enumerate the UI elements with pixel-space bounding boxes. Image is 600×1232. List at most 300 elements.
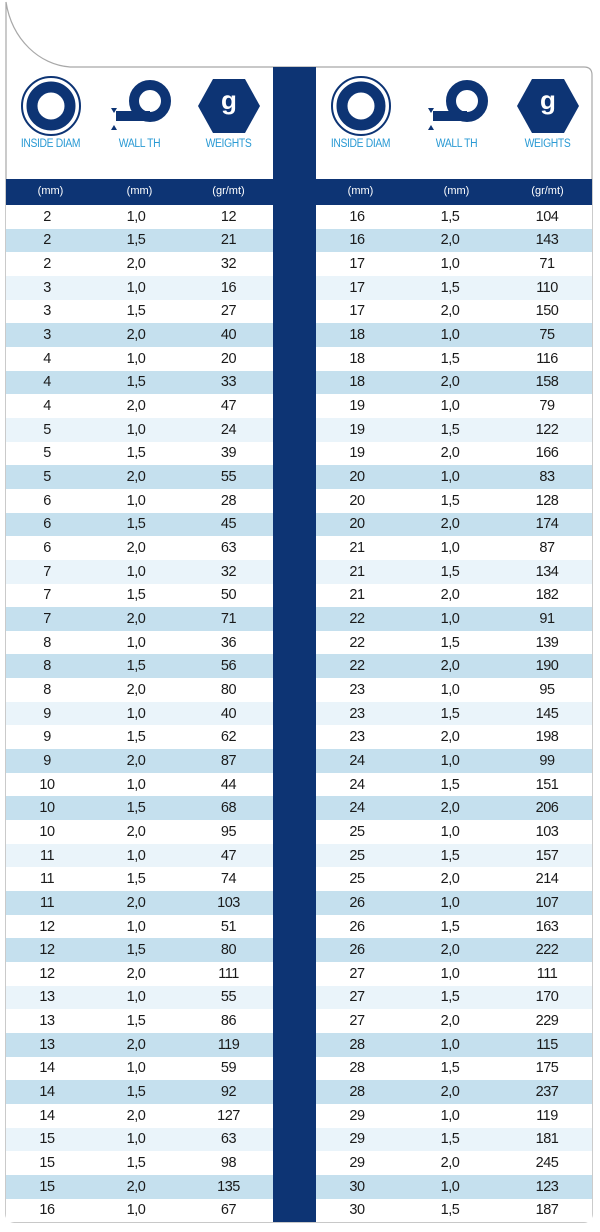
wall-thickness-icon (100, 75, 180, 137)
cell-wall-th: 1,5 (398, 347, 502, 371)
unit-wall-th: (mm) (443, 185, 470, 197)
cell-inside-diam: 16 (316, 205, 398, 229)
cell-inside-diam: 5 (6, 418, 88, 442)
cell-inside-diam: 29 (316, 1104, 398, 1128)
cell-inside-diam: 28 (316, 1080, 398, 1104)
cell-inside-diam: 11 (6, 844, 88, 868)
cell-weight: 20 (184, 347, 273, 371)
table-row (316, 560, 592, 584)
cell-weight: 111 (184, 962, 273, 986)
cell-weight: 190 (502, 654, 592, 678)
cell-weight: 36 (184, 631, 273, 655)
table-row (316, 1128, 592, 1152)
table-row (6, 1128, 273, 1152)
cell-inside-diam: 24 (316, 796, 398, 820)
cell-inside-diam: 25 (316, 867, 398, 891)
cell-wall-th: 2,0 (88, 749, 184, 773)
cell-inside-diam: 7 (6, 584, 88, 608)
cell-wall-th: 2,0 (88, 820, 184, 844)
cell-weight: 71 (502, 252, 592, 276)
cell-wall-th: 2,0 (88, 1175, 184, 1199)
cell-wall-th: 1,0 (88, 418, 184, 442)
cell-wall-th: 1,0 (398, 536, 502, 560)
table-row (316, 1080, 592, 1104)
table-row (316, 773, 592, 797)
cell-weight: 122 (502, 418, 592, 442)
table-row (316, 915, 592, 939)
cell-inside-diam: 29 (316, 1128, 398, 1152)
table-row (6, 867, 273, 891)
cell-inside-diam: 14 (6, 1057, 88, 1081)
table-row (6, 1057, 273, 1081)
cell-weight: 59 (184, 1057, 273, 1081)
cell-wall-th: 1,0 (88, 489, 184, 513)
cell-inside-diam: 10 (6, 820, 88, 844)
cell-wall-th: 1,5 (398, 702, 502, 726)
table-row (6, 891, 273, 915)
table-row (316, 796, 592, 820)
cell-inside-diam: 2 (6, 229, 88, 253)
table-row (6, 1080, 273, 1104)
cell-weight: 95 (184, 820, 273, 844)
cell-wall-th: 1,5 (88, 654, 184, 678)
table-row (6, 252, 273, 276)
wall-thickness-icon (417, 75, 497, 137)
cell-weight: 245 (502, 1151, 592, 1175)
table-row (6, 1199, 273, 1223)
cell-weight: 107 (502, 891, 592, 915)
table-row (6, 347, 273, 371)
cell-weight: 32 (184, 560, 273, 584)
cell-weight: 104 (502, 205, 592, 229)
cell-inside-diam: 7 (6, 607, 88, 631)
cell-weight: 222 (502, 938, 592, 962)
cell-inside-diam: 4 (6, 394, 88, 418)
cell-weight: 50 (184, 584, 273, 608)
cell-weight: 99 (502, 749, 592, 773)
cell-weight: 98 (184, 1151, 273, 1175)
table-row (6, 1151, 273, 1175)
cell-weight: 151 (502, 773, 592, 797)
cell-wall-th: 2,0 (398, 1009, 502, 1033)
cell-inside-diam: 6 (6, 513, 88, 537)
weights-header (503, 71, 592, 179)
cell-inside-diam: 30 (316, 1175, 398, 1199)
cell-wall-th: 1,5 (398, 1057, 502, 1081)
cell-weight: 181 (502, 1128, 592, 1152)
cell-wall-th: 1,0 (398, 678, 502, 702)
cell-wall-th: 2,0 (398, 584, 502, 608)
cell-inside-diam: 4 (6, 371, 88, 395)
weight-glyph: g (220, 85, 237, 115)
cell-weight: 86 (184, 1009, 273, 1033)
cell-wall-th: 2,0 (88, 891, 184, 915)
cell-weight: 237 (502, 1080, 592, 1104)
cell-weight: 135 (184, 1175, 273, 1199)
table-row (6, 938, 273, 962)
table-row (316, 962, 592, 986)
table-row (6, 465, 273, 489)
table-row (6, 915, 273, 939)
cell-wall-th: 1,0 (398, 962, 502, 986)
table-row (316, 1033, 592, 1057)
table-row (316, 1151, 592, 1175)
cell-wall-th: 1,0 (398, 749, 502, 773)
cell-wall-th: 1,0 (398, 607, 502, 631)
cell-wall-th: 2,0 (398, 725, 502, 749)
weight-hexagon-icon (515, 75, 581, 137)
cell-inside-diam: 3 (6, 276, 88, 300)
cell-wall-th: 1,0 (398, 1033, 502, 1057)
cell-wall-th: 1,0 (88, 1199, 184, 1223)
cell-wall-th: 2,0 (398, 867, 502, 891)
cell-weight: 91 (502, 607, 592, 631)
table-row (316, 702, 592, 726)
cell-weight: 80 (184, 938, 273, 962)
cell-wall-th: 1,0 (398, 394, 502, 418)
cell-weight: 68 (184, 796, 273, 820)
cell-wall-th: 1,0 (88, 1128, 184, 1152)
cell-inside-diam: 16 (316, 229, 398, 253)
cell-wall-th: 1,5 (88, 725, 184, 749)
cell-wall-th: 1,5 (398, 631, 502, 655)
wall-th-header (412, 71, 501, 179)
table-row (6, 394, 273, 418)
cell-inside-diam: 20 (316, 465, 398, 489)
table-row (316, 536, 592, 560)
cell-wall-th: 1,0 (88, 915, 184, 939)
table-row (6, 300, 273, 324)
cell-inside-diam: 10 (6, 796, 88, 820)
cell-weight: 158 (502, 371, 592, 395)
cell-wall-th: 2,0 (398, 1151, 502, 1175)
table-row (6, 1104, 273, 1128)
cell-inside-diam: 15 (6, 1175, 88, 1199)
cell-inside-diam: 29 (316, 1151, 398, 1175)
cell-wall-th: 1,5 (398, 1199, 502, 1223)
unit-inside-diam: (mm) (37, 185, 64, 197)
table-row (316, 1175, 592, 1199)
cell-weight: 170 (502, 986, 592, 1010)
cell-inside-diam: 13 (6, 1033, 88, 1057)
cell-inside-diam: 2 (6, 205, 88, 229)
cell-weight: 115 (502, 1033, 592, 1057)
table-row (6, 1009, 273, 1033)
cell-inside-diam: 4 (6, 347, 88, 371)
cell-inside-diam: 10 (6, 773, 88, 797)
cell-inside-diam: 17 (316, 276, 398, 300)
cell-wall-th: 1,0 (398, 820, 502, 844)
cell-inside-diam: 18 (316, 323, 398, 347)
table-row (6, 678, 273, 702)
table-row (316, 654, 592, 678)
table-row (6, 371, 273, 395)
table-row (316, 418, 592, 442)
cell-inside-diam: 26 (316, 915, 398, 939)
table-row (6, 418, 273, 442)
cell-inside-diam: 23 (316, 702, 398, 726)
cell-wall-th: 1,0 (88, 702, 184, 726)
cell-weight: 55 (184, 986, 273, 1010)
cell-weight: 143 (502, 229, 592, 253)
table-row (316, 607, 592, 631)
cell-wall-th: 1,0 (88, 631, 184, 655)
table-row (316, 1199, 592, 1223)
table-row (6, 773, 273, 797)
cell-weight: 182 (502, 584, 592, 608)
cell-weight: 39 (184, 442, 273, 466)
cell-weight: 71 (184, 607, 273, 631)
cell-wall-th: 2,0 (398, 654, 502, 678)
cell-wall-th: 1,0 (88, 1057, 184, 1081)
left-icon-header (6, 71, 273, 179)
table-row (6, 962, 273, 986)
cell-wall-th: 2,0 (398, 371, 502, 395)
cell-wall-th: 1,5 (398, 489, 502, 513)
table-row (6, 584, 273, 608)
table-row (316, 465, 592, 489)
cell-wall-th: 2,0 (398, 796, 502, 820)
cell-inside-diam: 17 (316, 300, 398, 324)
cell-inside-diam: 15 (6, 1128, 88, 1152)
cell-wall-th: 1,5 (88, 1009, 184, 1033)
cell-inside-diam: 13 (6, 986, 88, 1010)
cell-wall-th: 2,0 (88, 465, 184, 489)
cell-inside-diam: 27 (316, 986, 398, 1010)
cell-inside-diam: 28 (316, 1057, 398, 1081)
cell-wall-th: 1,0 (88, 276, 184, 300)
inside-diam-header (316, 71, 405, 179)
cell-inside-diam: 19 (316, 394, 398, 418)
cell-wall-th: 2,0 (88, 323, 184, 347)
cell-inside-diam: 20 (316, 513, 398, 537)
cell-inside-diam: 23 (316, 725, 398, 749)
weights-header (184, 71, 273, 179)
table-row (6, 1175, 273, 1199)
cell-wall-th: 1,0 (88, 986, 184, 1010)
cell-weight: 87 (184, 749, 273, 773)
cell-weight: 163 (502, 915, 592, 939)
cell-inside-diam: 15 (6, 1151, 88, 1175)
cell-wall-th: 1,5 (88, 584, 184, 608)
cell-inside-diam: 22 (316, 654, 398, 678)
cell-wall-th: 1,5 (88, 796, 184, 820)
weight-hexagon-icon (196, 75, 262, 137)
table-row (316, 1009, 592, 1033)
table-row (316, 323, 592, 347)
unit-wall-th: (mm) (126, 185, 153, 197)
cell-weight: 44 (184, 773, 273, 797)
cell-inside-diam: 6 (6, 536, 88, 560)
cell-inside-diam: 14 (6, 1104, 88, 1128)
cell-weight: 47 (184, 844, 273, 868)
cell-weight: 111 (502, 962, 592, 986)
cell-weight: 55 (184, 465, 273, 489)
inside-diam-header (6, 71, 95, 179)
cell-weight: 119 (184, 1033, 273, 1057)
cell-weight: 110 (502, 276, 592, 300)
cell-wall-th: 2,0 (398, 513, 502, 537)
cell-inside-diam: 2 (6, 252, 88, 276)
cell-weight: 166 (502, 442, 592, 466)
cell-inside-diam: 26 (316, 938, 398, 962)
table-row (6, 442, 273, 466)
cell-wall-th: 1,5 (398, 773, 502, 797)
weight-glyph: g (539, 85, 556, 115)
cell-inside-diam: 9 (6, 702, 88, 726)
cell-wall-th: 1,5 (398, 915, 502, 939)
cell-inside-diam: 5 (6, 442, 88, 466)
table-row (316, 371, 592, 395)
left-weight-table (6, 205, 273, 1222)
table-row (6, 749, 273, 773)
table-row (6, 607, 273, 631)
cell-weight: 214 (502, 867, 592, 891)
cell-inside-diam: 25 (316, 820, 398, 844)
cell-wall-th: 1,0 (88, 844, 184, 868)
cell-weight: 63 (184, 536, 273, 560)
cell-wall-th: 1,0 (88, 347, 184, 371)
cell-inside-diam: 12 (6, 938, 88, 962)
cell-weight: 103 (502, 820, 592, 844)
cell-weight: 80 (184, 678, 273, 702)
cell-wall-th: 2,0 (398, 938, 502, 962)
table-row (316, 489, 592, 513)
cell-wall-th: 2,0 (398, 442, 502, 466)
table-row (316, 986, 592, 1010)
cell-inside-diam: 9 (6, 725, 88, 749)
cell-weight: 62 (184, 725, 273, 749)
table-row (6, 986, 273, 1010)
table-row (6, 323, 273, 347)
cell-inside-diam: 19 (316, 442, 398, 466)
table-row (316, 725, 592, 749)
table-row (6, 205, 273, 229)
cell-wall-th: 1,0 (398, 323, 502, 347)
cell-inside-diam: 21 (316, 560, 398, 584)
cell-inside-diam: 8 (6, 678, 88, 702)
table-row (316, 749, 592, 773)
weights-label: WEIGHTS (205, 138, 252, 150)
cell-inside-diam: 7 (6, 560, 88, 584)
table-row (6, 229, 273, 253)
cell-wall-th: 1,5 (398, 844, 502, 868)
ring-icon (330, 75, 392, 137)
cell-weight: 103 (184, 891, 273, 915)
cell-inside-diam: 6 (6, 489, 88, 513)
cell-inside-diam: 27 (316, 962, 398, 986)
cell-wall-th: 1,0 (88, 560, 184, 584)
table-row (6, 560, 273, 584)
cell-weight: 74 (184, 867, 273, 891)
table-row (316, 867, 592, 891)
wall-th-header (95, 71, 184, 179)
cell-weight: 198 (502, 725, 592, 749)
table-row (316, 1104, 592, 1128)
cell-weight: 175 (502, 1057, 592, 1081)
cell-weight: 33 (184, 371, 273, 395)
wall-th-label: WALL TH (118, 138, 161, 150)
cell-weight: 16 (184, 276, 273, 300)
table-row (316, 347, 592, 371)
cell-weight: 145 (502, 702, 592, 726)
cell-weight: 47 (184, 394, 273, 418)
cell-inside-diam: 8 (6, 631, 88, 655)
table-row (316, 276, 592, 300)
right-weight-table (316, 205, 592, 1222)
ring-icon (20, 75, 82, 137)
cell-weight: 150 (502, 300, 592, 324)
cell-wall-th: 2,0 (88, 1104, 184, 1128)
right-units-bar (316, 179, 592, 205)
cell-inside-diam: 21 (316, 584, 398, 608)
cell-inside-diam: 18 (316, 347, 398, 371)
cell-weight: 12 (184, 205, 273, 229)
cell-wall-th: 1,5 (88, 300, 184, 324)
table-row (316, 1057, 592, 1081)
cell-wall-th: 1,5 (88, 938, 184, 962)
cell-inside-diam: 28 (316, 1033, 398, 1057)
table-row (316, 891, 592, 915)
cell-weight: 27 (184, 300, 273, 324)
cell-wall-th: 2,0 (88, 394, 184, 418)
cell-inside-diam: 14 (6, 1080, 88, 1104)
cell-inside-diam: 22 (316, 631, 398, 655)
cell-wall-th: 2,0 (88, 536, 184, 560)
cell-inside-diam: 17 (316, 252, 398, 276)
cell-weight: 127 (184, 1104, 273, 1128)
cell-weight: 119 (502, 1104, 592, 1128)
inside-diam-label: INSIDE DIAM (20, 138, 81, 150)
cell-wall-th: 1,0 (398, 891, 502, 915)
cell-inside-diam: 20 (316, 489, 398, 513)
cell-wall-th: 1,5 (88, 1151, 184, 1175)
table-row (6, 844, 273, 868)
table-row (6, 276, 273, 300)
cell-weight: 229 (502, 1009, 592, 1033)
table-row (316, 631, 592, 655)
right-icon-header (316, 71, 592, 179)
table-row (6, 536, 273, 560)
table-row (6, 513, 273, 537)
cell-wall-th: 1,5 (398, 418, 502, 442)
cell-inside-diam: 5 (6, 465, 88, 489)
cell-inside-diam: 8 (6, 654, 88, 678)
cell-wall-th: 1,5 (88, 371, 184, 395)
cell-weight: 206 (502, 796, 592, 820)
cell-inside-diam: 27 (316, 1009, 398, 1033)
table-row (316, 442, 592, 466)
cell-weight: 67 (184, 1199, 273, 1223)
cell-wall-th: 2,0 (88, 607, 184, 631)
unit-weights: (gr/mt) (212, 185, 245, 197)
cell-weight: 139 (502, 631, 592, 655)
cell-weight: 134 (502, 560, 592, 584)
cell-inside-diam: 23 (316, 678, 398, 702)
cell-wall-th: 1,5 (398, 205, 502, 229)
cell-inside-diam: 30 (316, 1199, 398, 1223)
cell-inside-diam: 11 (6, 891, 88, 915)
cell-wall-th: 1,5 (398, 276, 502, 300)
table-row (6, 820, 273, 844)
cell-inside-diam: 18 (316, 371, 398, 395)
cell-inside-diam: 12 (6, 915, 88, 939)
table-row (316, 300, 592, 324)
cell-wall-th: 2,0 (88, 678, 184, 702)
cell-wall-th: 1,0 (88, 773, 184, 797)
cell-wall-th: 1,5 (88, 513, 184, 537)
table-row (316, 229, 592, 253)
